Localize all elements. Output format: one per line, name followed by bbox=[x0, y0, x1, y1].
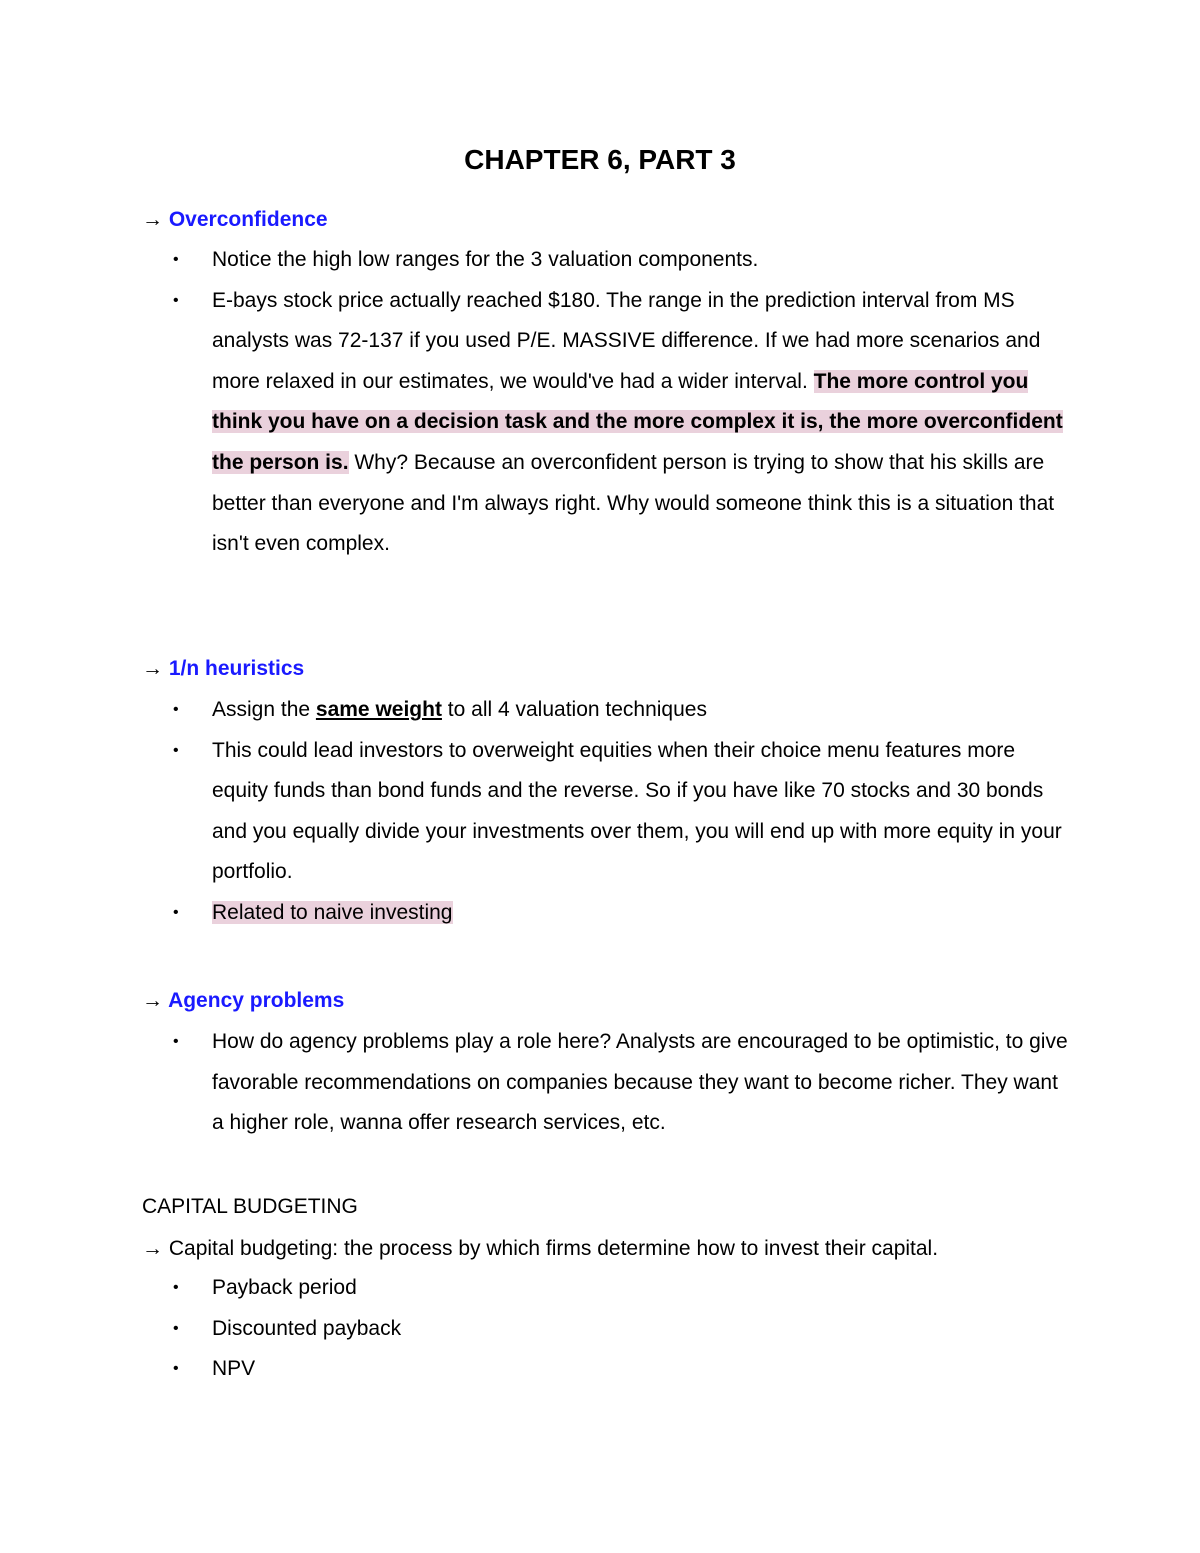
list-item-text: Assign the bbox=[212, 698, 316, 721]
list-item-text: Why? Because an overconfident person is trying to show that his skills are better than everyone and I'm always right. Why would someone think this is a situation that isn't even complex. bbox=[212, 450, 1055, 556]
list-item-text: to all 4 valuation techniques bbox=[441, 698, 707, 721]
list-item-text: How do agency problems play a role here? Analysts are encouraged to be optimistic, to give favorable recommendations on companies because they want to become richer. They want a higher role, wanna offer research services, etc. bbox=[212, 1030, 1068, 1135]
arrow-icon: → bbox=[142, 657, 163, 680]
bullet-icon: • bbox=[173, 903, 179, 921]
list-item bbox=[142, 1309, 1072, 1350]
list-item bbox=[142, 1349, 1072, 1390]
list-item bbox=[142, 1268, 1072, 1309]
list-item-text: Payback period bbox=[212, 1276, 357, 1299]
bullet-icon: • bbox=[173, 1279, 179, 1296]
emphasized-text: same weight bbox=[315, 698, 442, 721]
capital-budgeting-list bbox=[142, 1268, 1072, 1390]
agency-list bbox=[142, 1022, 1072, 1144]
highlighted-text: Related to naive investing bbox=[212, 900, 453, 924]
list-item-text: This could lead investors to overweight equities when their choice menu features more equity funds than bond funds and the reverse. So if you have like 70 stocks and 30 bonds and you equally divide your investments over them, you will end up with more equity in your portfolio. bbox=[212, 738, 1062, 884]
section-heading-heuristics bbox=[142, 654, 304, 684]
list-item bbox=[142, 893, 1072, 934]
list-item-text: Notice the high low ranges for the 3 valuation components. bbox=[212, 248, 759, 271]
section-heading-label: Agency problems bbox=[168, 989, 345, 1012]
definition-text: Capital budgeting: the process by which firms determine how to invest their capital. bbox=[168, 1237, 939, 1260]
section-heading-overconfidence bbox=[142, 205, 328, 235]
section-heading-agency bbox=[142, 986, 344, 1016]
arrow-icon: → bbox=[142, 208, 163, 231]
arrow-icon: → bbox=[142, 989, 163, 1012]
list-item bbox=[142, 731, 1072, 893]
capital-budgeting-definition bbox=[142, 1234, 938, 1264]
heuristics-list bbox=[142, 690, 1072, 934]
bullet-icon: • bbox=[173, 701, 179, 718]
bullet-icon: • bbox=[173, 741, 179, 759]
list-item-text: NPV bbox=[212, 1357, 256, 1381]
list-item bbox=[142, 240, 1072, 281]
capital-budgeting-heading: CAPITAL BUDGETING bbox=[142, 1195, 358, 1218]
bullet-icon: • bbox=[173, 1360, 179, 1378]
bullet-icon: • bbox=[173, 1319, 179, 1337]
list-item bbox=[142, 690, 1072, 731]
section-heading-label: 1/n heuristics bbox=[168, 657, 305, 680]
arrow-icon: → bbox=[142, 1237, 163, 1260]
list-item-text: E-bays stock price actually reached $180. The range in the prediction interval from MS analysts was 72-137 if you used P/E. MASSIVE difference. If we had more scenarios and more relaxed in our estimates, we would've had a wider interval. bbox=[212, 288, 1041, 393]
overconfidence-list bbox=[142, 240, 1072, 565]
highlighted-text: The more control you think you have on a decision task and the more complex it is, the more overconfident the person is. bbox=[212, 369, 1063, 474]
bullet-icon: • bbox=[173, 251, 179, 268]
list-item bbox=[142, 1022, 1072, 1144]
section-heading-label: Overconfidence bbox=[168, 208, 328, 231]
list-item-text: Discounted payback bbox=[212, 1316, 402, 1340]
page-title: CHAPTER 6, PART 3 bbox=[464, 144, 736, 175]
list-item bbox=[142, 281, 1072, 565]
bullet-icon: • bbox=[173, 291, 179, 309]
bullet-icon: • bbox=[173, 1033, 179, 1050]
